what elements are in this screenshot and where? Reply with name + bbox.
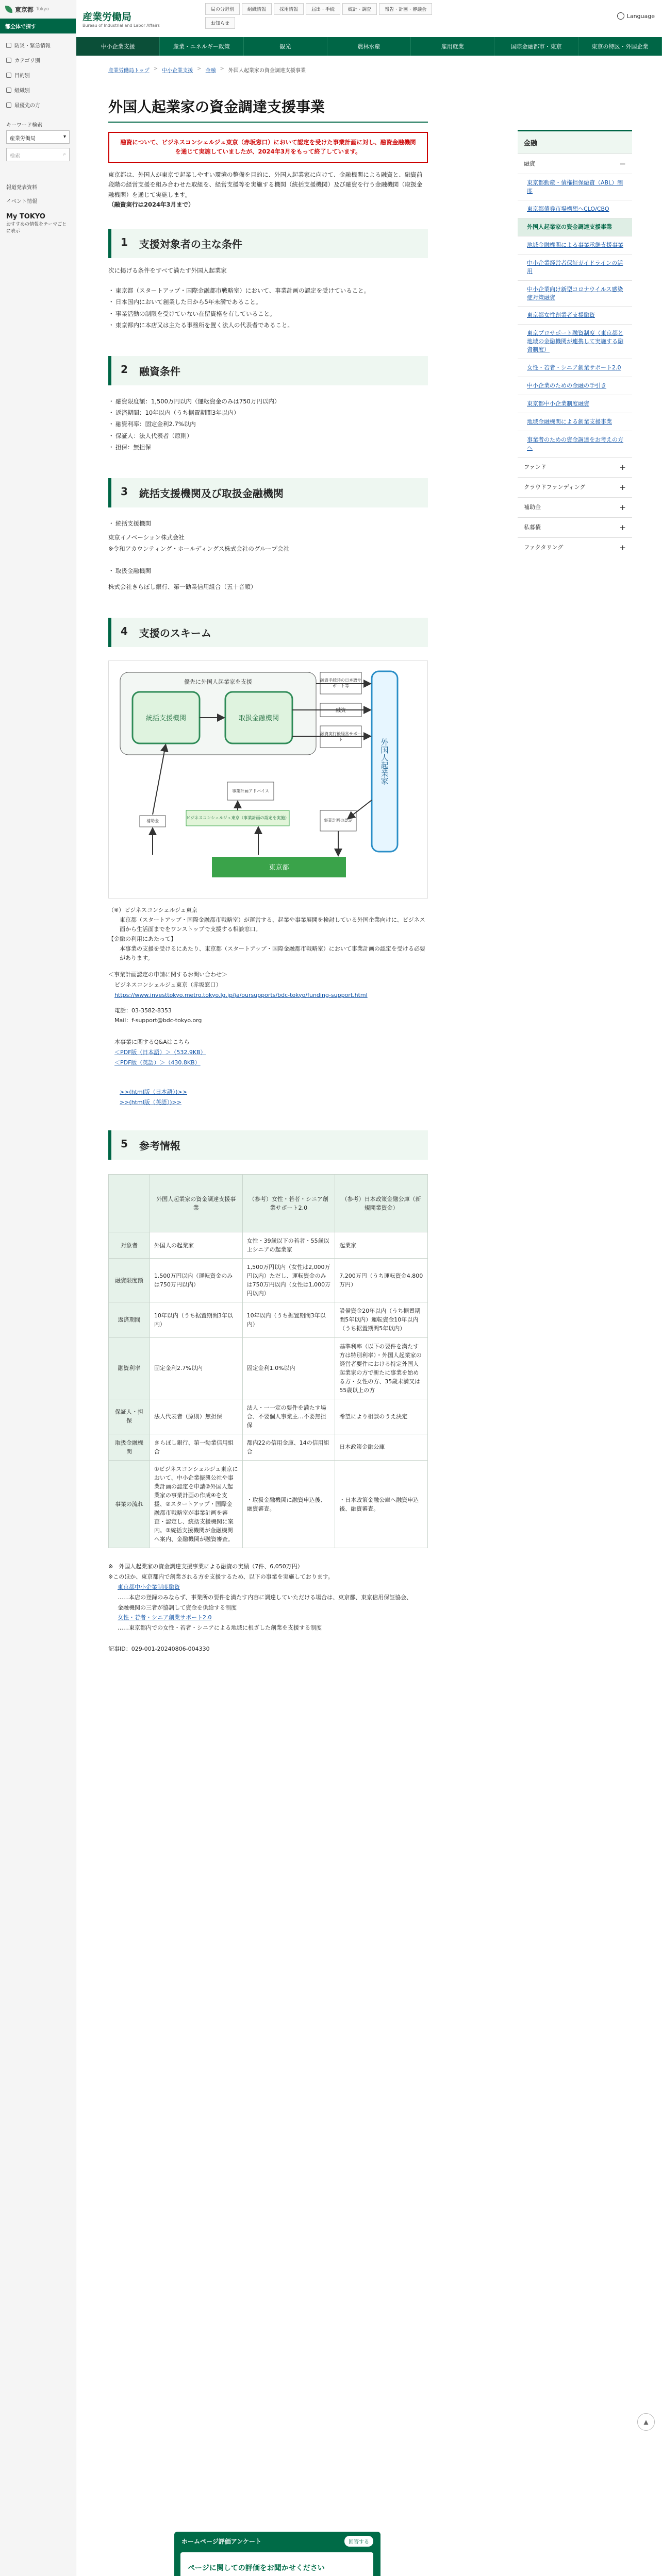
s1-lead: 次に掲げる条件をすべて満たす外国人起業家: [108, 266, 227, 274]
nav-tab[interactable]: 雇用就業: [411, 37, 494, 56]
search-icon: ⌕: [63, 151, 66, 157]
nav-tab[interactable]: 観光: [244, 37, 327, 56]
purpose-icon: [6, 73, 11, 78]
s2-item: ・ 融資限度額：1,500万円以内（運転資金のみは750万円以内）: [108, 396, 428, 407]
s4-note: 東京都（スタートアップ・国際金融都市戦略室）が運営する、起業や事業展開を検討している外国企業向けに、ビジネス面から生活面までをワンストップで支援する相談窓口。: [120, 916, 425, 933]
global-nav: [0, 33, 76, 116]
nav-tab[interactable]: 東京の特区・外国企業: [578, 37, 662, 56]
section-heading-2: 2 融資条件: [108, 356, 428, 385]
header-link[interactable]: 局の分野別: [205, 3, 240, 15]
nav-tab[interactable]: 農林水産: [327, 37, 411, 56]
survey-banner[interactable]: [174, 2532, 380, 2576]
table-row: [109, 1434, 428, 1460]
s3-list-1: [108, 518, 428, 529]
s2-item: ・ 担保：無担保: [108, 442, 428, 453]
s4-contact-org: ビジネスコンシェルジュ東京（赤坂窓口）: [114, 981, 222, 988]
left-nav-item[interactable]: [0, 67, 76, 82]
scheme-support-org: 統括支援機関: [145, 715, 186, 723]
breadcrumb-home[interactable]: 産業労働局トップ: [108, 68, 150, 74]
sidebar-group-label: ファクタリング: [524, 544, 564, 551]
sidebar-groups: [518, 457, 632, 557]
category-icon: [6, 58, 11, 63]
sidebar-item[interactable]: 地域金融機関による創業支援事業: [518, 413, 632, 431]
plus-icon: +: [619, 522, 626, 532]
scheme-outer-title: 優先に外国人起業家を支援: [184, 678, 252, 685]
record-id: 記事ID：029-001-20240806-004330: [108, 1646, 210, 1653]
header-link[interactable]: お知らせ: [205, 17, 235, 29]
left-nav-label: 目的別: [14, 73, 30, 79]
sidebar-item[interactable]: 東京都中小企業制度融資: [518, 395, 632, 413]
section-heading-5: 5 参考情報: [108, 1130, 428, 1160]
note-link[interactable]: 女性・若者・シニア創業サポート2.0: [118, 1614, 212, 1621]
arrow-up-icon: ▲: [643, 2418, 649, 2426]
plus-icon: +: [619, 462, 626, 472]
table-cell: ①ビジネスコンシェルジュ東京において、中小企業振興公社や事業計画の認定を申請②外国人起業家の事業計画の作成④を支援、②スタートアップ・国際金融都市戦略室が事業計画を審査・認定し、統括支援機関に案内。③統括支援機関が金融機関へ案内、金融機関が融資審査。: [150, 1461, 242, 1548]
events-link[interactable]: イベント情報: [6, 199, 37, 205]
breadcrumb-finance[interactable]: 金融: [205, 68, 216, 74]
termination-notice: 融資について、ビジネスコンシェルジュ東京（赤坂窓口）において認定を受けた事業計画に対し、融資金融機関を通じて実施していましたが、2024年3月をもって終了しています。: [108, 132, 428, 163]
sidebar-item[interactable]: 地域金融機関による事業承継支援事業: [518, 236, 632, 254]
nav-tab[interactable]: 産業・エネルギー政策: [160, 37, 243, 56]
bureau-title: 産業労働局: [82, 11, 132, 23]
table-cell: 1,500万円以内（運転資金のみは750万円以内）: [150, 1259, 242, 1302]
table-row-label: 融資限度額: [109, 1259, 150, 1302]
header-link[interactable]: 届出・手続: [306, 3, 340, 15]
my-tokyo-link[interactable]: [6, 213, 70, 234]
left-nav-label: 最優先の方: [14, 103, 40, 109]
sidebar-group[interactable]: [518, 477, 632, 497]
sidebar-item[interactable]: 外国人起業家の資金調達支援事業: [518, 218, 632, 236]
sidebar-group[interactable]: [518, 517, 632, 537]
survey-title: ホームページ評価アンケート: [181, 2538, 262, 2545]
table-row-label: 融資利率: [109, 1337, 150, 1399]
s4-contact-head: ＜事業計画認定の申請に関するお問い合わせ＞: [108, 971, 227, 978]
reference-table: [108, 1174, 428, 1548]
breadcrumb: 産業労働局トップ > 中小企業支援 > 金融 > 外国人起業家の資金調達支援事業: [108, 66, 306, 74]
table-row-label: 事業の流れ: [109, 1461, 150, 1548]
table-cell: 女性・39歳以下の若者・55歳以上シニアの起業家: [242, 1232, 335, 1259]
s3-body-2: 株式会社きらぼし銀行、第一勧業信用組合（五十音順）: [108, 583, 257, 591]
sidebar-group[interactable]: [518, 457, 632, 477]
notes: [108, 1562, 428, 1633]
priority-icon: [6, 103, 11, 108]
scope-select-value: 産業労働局: [10, 136, 36, 142]
tokyo-org-name: 東京都: [15, 6, 34, 13]
sidebar-title: 金融: [518, 130, 632, 154]
org-icon: [6, 88, 11, 93]
html-ja-link[interactable]: >>(html版（日本語）)>>: [120, 1089, 188, 1096]
sidebar: [518, 130, 632, 557]
table-cell: 外国人の起業家: [150, 1232, 242, 1259]
breadcrumb-current: 外国人起業家の資金調達支援事業: [228, 68, 306, 74]
note-line: ※このほか、東京都内で創業される方を支援するため、以下の事業を実施しております。: [108, 1573, 334, 1581]
table-cell: 法人代表者（原則）無担保: [150, 1399, 242, 1434]
s2-item: ・ 保証人：法人代表者（原則）: [108, 430, 428, 442]
my-tokyo-title: My TOKYO: [6, 213, 45, 221]
note-link[interactable]: 東京都中小企業制度融資: [118, 1584, 180, 1591]
left-nav-item[interactable]: [0, 97, 76, 112]
search-placeholder: 検索: [10, 154, 20, 159]
table-row: [109, 1399, 428, 1434]
table-head-2: （参考）女性・若者・シニア創業サポート2.0: [242, 1175, 335, 1232]
scheme-advice: 事業計画アドバイス: [232, 788, 269, 793]
table-cell: 希望により相談のうえ決定: [335, 1399, 428, 1434]
bureau-brand[interactable]: [82, 9, 160, 28]
scheme-plan: 事業計画の認定: [324, 818, 353, 823]
s1-item: ・ 東京都内に本店又は主たる事務所を置く法人の代表者であること。: [108, 319, 428, 331]
table-row-label: 対象者: [109, 1232, 150, 1259]
main-content: [108, 96, 428, 1653]
sidebar-group[interactable]: [518, 537, 632, 557]
support-scheme-diagram: [108, 660, 428, 899]
table-row: [109, 1461, 428, 1548]
scheme-r2: 融資: [336, 708, 346, 714]
intro-end: （融資実行は2024年3月まで）: [108, 201, 194, 209]
table-cell: きらぼし銀行、第一勧業信用組合: [150, 1434, 242, 1460]
sidebar-group-label: 補助金: [524, 503, 541, 511]
nav-tab[interactable]: 国際金融都市・東京: [494, 37, 578, 56]
section-heading-4: 4 支援のスキーム: [108, 618, 428, 647]
table-cell: 起業家: [335, 1232, 428, 1259]
table-cell: 設備資金20年以内（うち据置期間5年以内）運転資金10年以内（うち据置期間5年以内）: [335, 1302, 428, 1337]
s1-item: ・ 日本国内において創業した日から5年未満であること。: [108, 296, 428, 308]
left-nav-item[interactable]: [0, 82, 76, 97]
note-line: ……本店の登録のみならず、事業所の要件を満たす内容に調達していただける場合は、東京都、東京信用保証協会、: [118, 1594, 412, 1601]
table-cell: 法人・一一定の要件を満たす場合、不要個人事業主…不要無担保: [242, 1399, 335, 1434]
sidebar-group-label: クラウドファンディング: [524, 483, 586, 490]
scheme-bank: 取扱金融機関: [238, 715, 279, 723]
globe-icon: [617, 12, 624, 20]
s3-head-2: ・ 取扱金融機関: [108, 565, 428, 577]
chevron-down-icon: ▾: [63, 134, 66, 140]
sidebar-item[interactable]: 中小企業のための金融の手引き: [518, 377, 632, 395]
tokyo-logo[interactable]: [0, 0, 76, 19]
sidebar-group-label: 私募債: [524, 523, 541, 531]
html-en-link[interactable]: >>(html版（英語）)>>: [120, 1099, 182, 1106]
site-header: [76, 0, 662, 37]
sidebar-group-label: ファンド: [524, 463, 547, 470]
table-head-1: 外国人起業家の資金調達支援事業: [150, 1175, 242, 1232]
header-link[interactable]: 組織情報: [242, 3, 272, 15]
table-cell: 固定金利1.0%以内: [242, 1337, 335, 1399]
sidebar-group-loan[interactable]: 融資 −: [518, 154, 632, 174]
table-cell: ・取扱金融機関に融資申込後、融資審査。: [242, 1461, 335, 1548]
table-head-3: （参考）日本政策金融公庫（新規開業資金）: [335, 1175, 428, 1232]
my-tokyo-desc: おすすめの情報をテーマごとに表示: [6, 222, 67, 234]
left-nav-label: 組織別: [14, 88, 30, 94]
table-cell: 基準利率（以下の要件を満たす方は特別利率）・外国人起業家の経営者要件における特定外国人起業家の方で新たに事業を始める方・女性の方、35歳未満又は55歳以上の方: [335, 1337, 428, 1399]
note-line: ……東京都内での女性・若者・シニアによる地域に根ざした創業を支援する制度: [118, 1624, 322, 1632]
table-cell: 1,500万円以内（女性は2,000万円以内）ただし、運転資金のみは750万円以内（女性は1,000万円以内）: [242, 1259, 335, 1302]
scope-select[interactable]: [6, 130, 70, 144]
header-link[interactable]: 採用情報: [274, 3, 304, 15]
bureau-subtitle: Bureau of Industrial and Labor Affairs: [82, 23, 160, 28]
language-button[interactable]: [617, 12, 655, 20]
left-nav-label: 防災・緊急情報: [14, 43, 51, 49]
scheme-consult: ビジネスコンシェルジュ東京（事業計画の認定を実施）: [186, 816, 289, 821]
table-cell: 日本政策金融公庫: [335, 1434, 428, 1460]
sidebar-item[interactable]: 東京プロサポート融資制度（東京都と地域の金融機関が連携して実施する融資制度）: [518, 324, 632, 359]
s3-list-2: [108, 565, 428, 577]
intro-body: 東京都は、外国人が東京で起業しやすい環境の整備を目的に、外国人起業家に向けて、金融機関による融資と、融資前段階の経営支援を組み合わせた取組を、経営支援等を実施する機関（統括支援機関）及び融資を行う金融機関（取扱金融機関）を通じて実施します。: [108, 171, 423, 198]
s2-item: ・ 返済期間：10年以内（うち据置期間3年以内）: [108, 407, 428, 418]
breadcrumb-sme[interactable]: 中小企業支援: [162, 68, 193, 74]
alert-icon: [6, 43, 11, 48]
main-nav: [76, 37, 662, 56]
scheme-tokyo: 東京都: [269, 864, 289, 872]
s4-contact-url[interactable]: https://www.investtokyo.metro.tokyo.lg.jp/ja/oursupports/bdc-tokyo/funding-support.html: [114, 991, 368, 998]
sidebar-sub-list: [518, 174, 632, 457]
s3-body-1a: 東京イノベーション株式会社: [108, 534, 185, 541]
scheme-r1: 融資手続時の日本語サポート等: [320, 677, 361, 688]
table-row: [109, 1302, 428, 1337]
minus-icon: −: [619, 159, 626, 168]
section-heading-1: 1 支援対象者の主な条件: [108, 229, 428, 258]
s1-item: ・ 事業活動の制限を受けていない在留資格を有していること。: [108, 308, 428, 319]
left-nav-label: カテゴリ別: [14, 58, 40, 64]
s4-notes: [108, 906, 428, 963]
table-row: [109, 1337, 428, 1399]
s4-note: 本事業の支援を受けるにあたり、東京都（スタートアップ・国際金融都市戦略室）において事業計画の認定を受ける必要があります。: [120, 945, 425, 962]
s4-tel: 電話：03-3582-8353: [114, 1007, 172, 1014]
s4-contact: [108, 970, 428, 1108]
sidebar-group[interactable]: [518, 497, 632, 517]
plus-icon: +: [619, 502, 626, 512]
s1-item: ・ 東京都（スタートアップ・国際金融都市戦略室）において、事業計画の認定を受けていること。: [108, 285, 428, 296]
s4-note: 【金融の利用にあたって】: [108, 936, 176, 943]
s4-note: （※）ビジネスコンシェルジュ東京: [108, 906, 197, 913]
site-search-input[interactable]: [6, 148, 70, 161]
table-row-label: 保証人・担保: [109, 1399, 150, 1434]
left-column: [0, 0, 76, 2576]
table-row: [109, 1232, 428, 1259]
sidebar-item[interactable]: 事業者のための資金調達をお考えの方へ: [518, 431, 632, 457]
tokyo-leaf-icon: [5, 6, 12, 13]
header-links: [205, 3, 463, 29]
press-release-link[interactable]: 報道発表資料: [6, 185, 37, 191]
scheme-r3: 融資実行後経営サポート: [320, 731, 361, 742]
site-search-band: 都全体で探す: [0, 19, 76, 33]
tokyo-org-sub: Tokyo: [36, 7, 49, 12]
page-title: 外国人起業家の資金調達支援事業: [108, 96, 428, 123]
table-row-label: 取扱金融機関: [109, 1434, 150, 1460]
s2-list: [108, 396, 428, 453]
note-line: ※ 外国人起業家の資金調達支援事業による融資の実績（7件、6,050万円）: [108, 1563, 303, 1570]
table-row: [109, 1259, 428, 1302]
table-cell: 固定金利2.7%以内: [150, 1337, 242, 1399]
keyword-search-label: キーワード検索: [6, 123, 42, 128]
scroll-top-button[interactable]: [637, 2413, 655, 2431]
section-heading-3: 3 統括支援機関及び取扱金融機関: [108, 478, 428, 507]
table-cell: 10年以内（うち据置期間3年以内）: [150, 1302, 242, 1337]
left-nav-item[interactable]: [0, 38, 76, 53]
sidebar-item[interactable]: 東京都女性創業者支援融資: [518, 306, 632, 324]
s3-head-1: ・ 統括支援機関: [108, 518, 428, 529]
table-cell: ・日本政策金融公庫へ融資申込後、融資審査。: [335, 1461, 428, 1548]
scheme-entrepreneur: 外国人起業家: [379, 738, 389, 785]
sidebar-item[interactable]: 東京都動産・債権担保融資（ABL）制度: [518, 174, 632, 200]
header-link[interactable]: 統計・調査: [342, 3, 377, 15]
s3-body-1b: ※令和アカウンティング・ホールディングス株式会社のグループ会社: [108, 545, 289, 552]
table-cell: 10年以内（うち据置期間3年以内）: [242, 1302, 335, 1337]
survey-question: ページに関しての評価をお聞かせください: [180, 2552, 373, 2576]
sidebar-item[interactable]: 中小企業向け新型コロナウイルス感染症対策融資: [518, 280, 632, 307]
s4-mail: Mail：f-support@bdc-tokyo.org: [114, 1017, 202, 1024]
plus-icon: +: [619, 482, 626, 492]
plus-icon: +: [619, 543, 626, 552]
intro-text: [108, 170, 428, 210]
note-line: 金融機関の三者が協調して資金を供給する制度: [118, 1604, 237, 1611]
survey-answer-button[interactable]: 回答する: [344, 2536, 373, 2547]
sidebar-item[interactable]: 女性・若者・シニア創業サポート2.0: [518, 359, 632, 377]
nav-tab[interactable]: 中小企業支援: [76, 37, 160, 56]
sidebar-item[interactable]: 中小企業経営者保証ガイドラインの活用: [518, 254, 632, 280]
sidebar-item[interactable]: 東京都債券市場構想へCLO/CBO: [518, 200, 632, 218]
scheme-pay: 補助金: [146, 819, 159, 824]
qa-pdf-en[interactable]: ＜PDF版（英語）＞（430.8KB）: [114, 1059, 201, 1066]
table-cell: 7,200万円（うち運転資金4,800万円）: [335, 1259, 428, 1302]
header-link[interactable]: 報告・計画・審議会: [379, 3, 432, 15]
qa-pdf-ja[interactable]: ＜PDF版（日本語）＞（532.9KB）: [114, 1048, 206, 1056]
qa-head: 本事業に関するQ&Aはこちら: [114, 1039, 190, 1046]
s1-list: [108, 285, 428, 331]
s2-item: ・ 融資利率：固定金利2.7%以内: [108, 418, 428, 430]
left-nav-item[interactable]: [0, 53, 76, 67]
language-label: Language: [626, 12, 655, 20]
table-cell: 都内22の信用金庫、14の信用組合: [242, 1434, 335, 1460]
table-row-label: 返済期間: [109, 1302, 150, 1337]
table-corner: [109, 1175, 150, 1232]
